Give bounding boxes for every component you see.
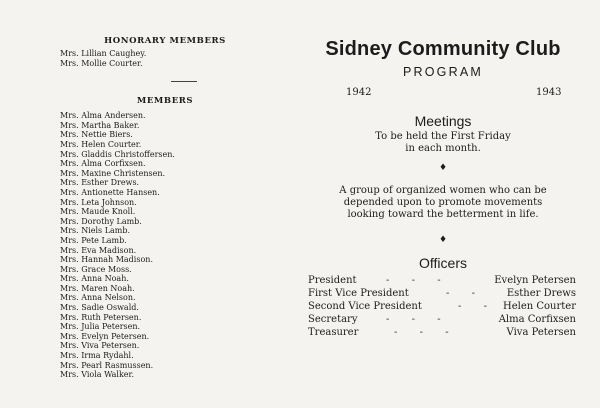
officer-role: President <box>308 275 357 286</box>
officer-role: First Vice President <box>308 288 409 299</box>
list-item: Mrs. Niels Lamb. <box>60 226 131 236</box>
list-item: Mrs. Gladdis Christoffersen. <box>60 149 175 159</box>
list-item: Mrs. Evelyn Petersen. <box>60 331 150 341</box>
diamond-ornament-icon: ♦ <box>438 235 448 245</box>
officer-role: Secretary <box>308 314 358 325</box>
list-item: Mrs. Lillian Caughey. <box>60 49 147 58</box>
purpose-line: A group of organized women who can be <box>339 185 547 196</box>
list-item: Mrs. Hannah Madison. <box>60 255 153 265</box>
honorary-members-title: HONORARY MEMBERS <box>104 36 226 46</box>
membership-panel <box>60 36 270 380</box>
list-item: Mrs. Ruth Petersen. <box>60 312 142 322</box>
meetings-line: To be held the First Friday <box>375 131 511 142</box>
list-item: Mrs. Alma Andersen. <box>60 111 146 121</box>
officer-row <box>308 314 578 327</box>
officer-name: Esther Drews <box>506 288 576 299</box>
meetings-text <box>308 131 578 155</box>
list-item: Mrs. Maude Knoll. <box>60 207 136 217</box>
list-item: Mrs. Mollie Courter. <box>60 58 143 68</box>
leader-dashes: - - <box>446 288 476 299</box>
list-item: Mrs. Anna Noah. <box>60 274 129 284</box>
club-title: Sidney Community Club <box>325 38 561 60</box>
club-purpose <box>308 185 578 221</box>
list-item: Mrs. Nettie Biers. <box>60 130 133 140</box>
section-divider <box>171 81 197 82</box>
list-item: Mrs. Pete Lamb. <box>60 235 127 245</box>
list-item: Mrs. Viva Petersen. <box>60 341 140 351</box>
list-item: Mrs. Anna Nelson. <box>60 293 136 303</box>
list-item: Mrs. Martha Baker. <box>60 120 140 130</box>
program-panel <box>308 38 578 340</box>
officer-name: Evelyn Petersen <box>494 275 576 286</box>
officer-name: Alma Corfixsen <box>498 314 576 325</box>
officer-name: Helen Courter <box>503 301 576 312</box>
purpose-line: depended upon to promote movements <box>343 197 543 208</box>
meetings-line: in each month. <box>405 143 481 154</box>
list-item: Mrs. Dorothy Lamb. <box>60 216 142 226</box>
officer-role: Second Vice President <box>308 301 422 312</box>
list-item: Mrs. Maxine Christensen. <box>60 168 166 178</box>
program-years <box>308 87 578 101</box>
year-start: 1942 <box>346 87 372 98</box>
leader-dashes: - - - <box>386 314 441 325</box>
officer-row <box>308 275 578 288</box>
list-item: Mrs. Leta Johnson. <box>60 197 137 207</box>
officer-row <box>308 288 578 301</box>
list-item: Mrs. Irma Rydahl. <box>60 351 134 361</box>
officer-name: Viva Petersen <box>506 327 576 338</box>
list-item: Mrs. Alma Corfixsen. <box>60 159 146 169</box>
year-end: 1943 <box>536 87 562 98</box>
list-item: Mrs. Julia Petersen. <box>60 322 141 332</box>
program-label: PROGRAM <box>403 65 483 79</box>
officer-row <box>308 301 578 314</box>
members-list <box>60 111 270 380</box>
members-title: MEMBERS <box>136 96 194 107</box>
honorary-members-list <box>60 49 270 68</box>
list-item: Mrs. Antionette Hansen. <box>60 187 160 197</box>
leader-dashes: - - - <box>394 327 449 338</box>
list-item: Mrs. Eva Madison. <box>60 245 137 255</box>
list-item: Mrs. Grace Moss. <box>60 264 132 274</box>
officer-role: Treasurer <box>308 327 359 338</box>
meetings-heading: Meetings <box>414 113 472 129</box>
diamond-ornament-icon: ♦ <box>438 163 448 173</box>
leader-dashes: - - - <box>386 275 441 286</box>
leader-dashes: - - <box>458 301 488 312</box>
officers-heading: Officers <box>419 255 467 271</box>
list-item: Mrs. Maren Noah. <box>60 283 135 293</box>
list-item: Mrs. Helen Courter. <box>60 139 142 149</box>
list-item: Mrs. Viola Walker. <box>60 370 135 380</box>
list-item: Mrs. Pearl Rasmussen. <box>60 360 154 370</box>
purpose-line: looking toward the betterment in life. <box>347 209 539 220</box>
list-item: Mrs. Esther Drews. <box>60 178 140 188</box>
officers-list <box>308 275 578 340</box>
list-item: Mrs. Sadie Oswald. <box>60 303 139 313</box>
officer-row <box>308 327 578 340</box>
